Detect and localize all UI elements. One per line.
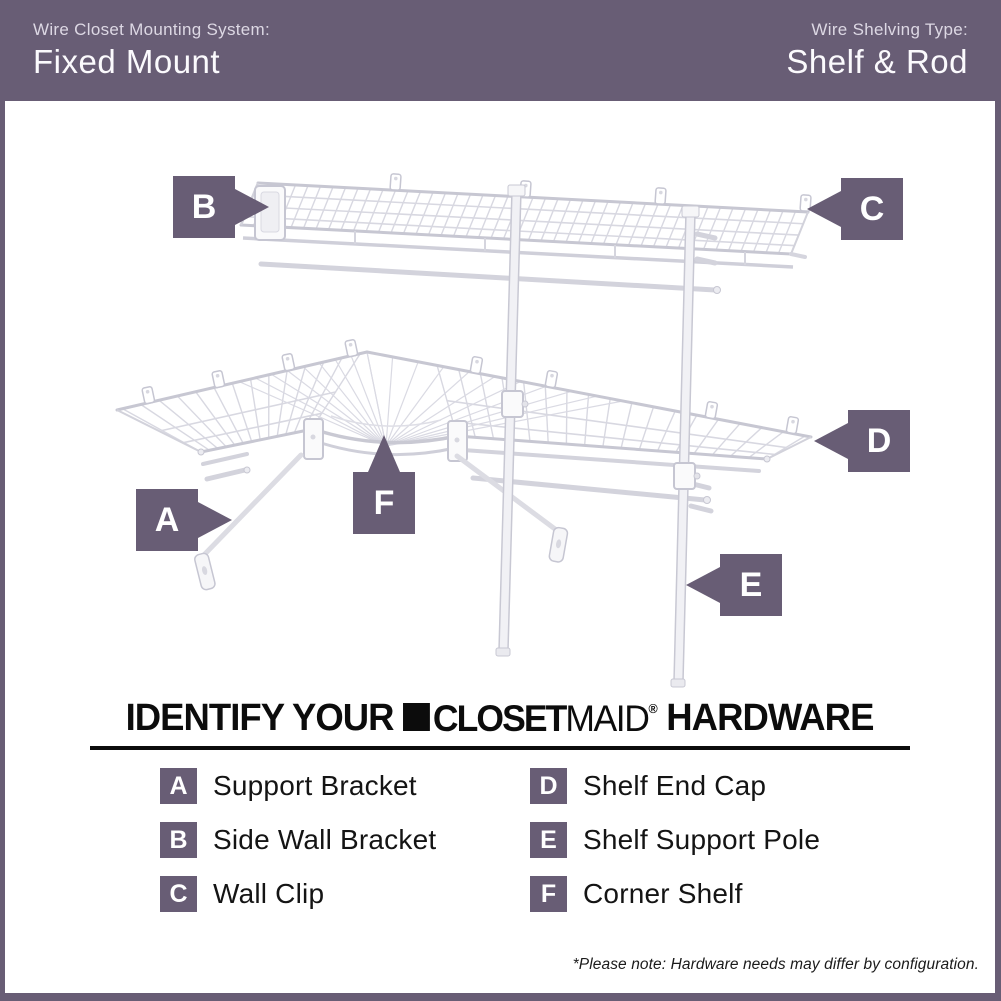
legend-badge: C bbox=[160, 876, 197, 912]
callout-arrow-icon bbox=[368, 435, 400, 472]
legend-badge: F bbox=[530, 876, 567, 912]
mounting-system-value: Fixed Mount bbox=[33, 42, 221, 80]
legend-badge: D bbox=[530, 768, 567, 804]
shelving-type-label: Wire Shelving Type: bbox=[811, 19, 968, 39]
legend-item-wall-clip bbox=[160, 876, 436, 912]
callout-arrow-icon bbox=[235, 189, 269, 225]
callout-letter: D bbox=[866, 422, 892, 460]
legend-label: Wall Clip bbox=[213, 878, 325, 909]
legend-label: Side Wall Bracket bbox=[213, 824, 437, 855]
callout-letter: B bbox=[191, 188, 217, 226]
closetmaid-logo-light: MAID bbox=[565, 697, 649, 739]
callout-arrow-icon bbox=[814, 423, 848, 459]
callout-letter: C bbox=[859, 190, 885, 228]
title-prefix: IDENTIFY YOUR bbox=[126, 697, 394, 739]
closetmaid-logo-bold: CLOSET bbox=[433, 697, 566, 739]
callout-letter: A bbox=[154, 501, 180, 539]
callout-letter: F bbox=[373, 484, 395, 522]
legend-label: Corner Shelf bbox=[583, 878, 743, 909]
mounting-system-label: Wire Closet Mounting System: bbox=[33, 19, 271, 39]
legend-item-corner-shelf bbox=[530, 876, 820, 912]
callout-side-wall-bracket bbox=[173, 176, 235, 238]
callout-arrow-icon bbox=[807, 191, 841, 227]
legend-badge: A bbox=[160, 768, 197, 804]
legend-label: Shelf End Cap bbox=[583, 770, 767, 801]
legend-column-right bbox=[530, 768, 820, 930]
callout-arrow-icon bbox=[198, 502, 232, 538]
legend-label: Shelf Support Pole bbox=[583, 824, 821, 855]
callout-support-bracket bbox=[136, 489, 198, 551]
legend-item-support-bracket bbox=[160, 768, 436, 804]
footnote: *Please note: Hardware needs may differ by configuration. bbox=[572, 956, 979, 973]
closetmaid-logo bbox=[404, 698, 658, 740]
closetmaid-logo-square-icon bbox=[404, 703, 431, 731]
callout-wall-clip bbox=[841, 178, 903, 240]
legend-badge: B bbox=[160, 822, 197, 858]
callout-shelf-support-pole bbox=[720, 554, 782, 616]
callout-arrow-icon bbox=[686, 567, 720, 603]
legend-column-left bbox=[160, 768, 436, 930]
legend-badge: E bbox=[530, 822, 567, 858]
corner-shelf-graphic bbox=[117, 339, 811, 590]
registered-mark: ® bbox=[648, 700, 658, 716]
legend-item-side-wall-bracket bbox=[160, 822, 436, 858]
identify-title bbox=[126, 697, 874, 740]
legend-label: Support Bracket bbox=[213, 770, 417, 801]
title-suffix: HARDWARE bbox=[666, 697, 874, 739]
shelving-type-value: Shelf & Rod bbox=[786, 42, 968, 80]
callout-shelf-end-cap bbox=[848, 410, 910, 472]
title-divider bbox=[90, 746, 910, 750]
legend-item-shelf-end-cap bbox=[530, 768, 820, 804]
legend-item-shelf-support-pole bbox=[530, 822, 820, 858]
identify-title-row bbox=[5, 697, 995, 740]
callout-corner-shelf bbox=[353, 472, 415, 534]
callout-letter: E bbox=[739, 566, 763, 604]
